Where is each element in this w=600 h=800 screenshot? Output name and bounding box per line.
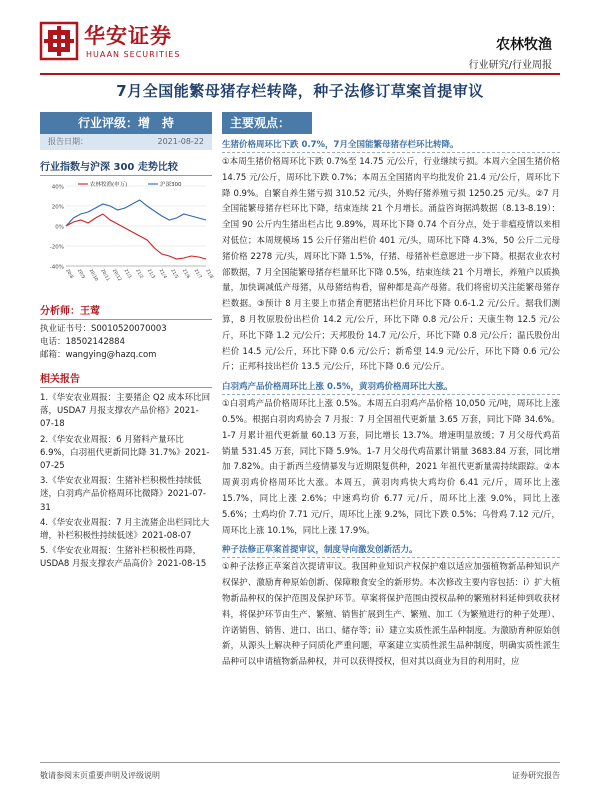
logo-text-en: HUAAN SECURITIES [86,50,181,59]
related-reports-heading: 相关报告 [40,370,212,388]
header-divider [40,73,560,75]
chart-title: 行业指数与沪深 300 走势比较 [40,158,212,176]
chart-y-tick-label: -40% [49,264,64,271]
index-comparison-chart [40,180,212,290]
report-header [0,0,600,78]
chart-y-tick-label: 20% [51,204,64,211]
related-report-item[interactable]: 3.《华安农业周报：生猪补栏积极性持续低迷，白羽鸡产品价格周环比微降》2021-07-31 [40,476,207,513]
chart-y-tick-label: 40% [51,184,64,191]
related-report-item[interactable]: 2.《华安农业周报：6 月猪料产量环比 6.9%，白羽祖代更新同比降 31.7%》2021-07-25 [40,434,210,472]
analyst-phone: 电话：18502142884 [40,337,125,347]
report-date-row [40,134,212,150]
analyst-cert: 执业证书号：S0010520070003 [40,324,167,334]
chart-x-tick-label: 21/4 [157,268,167,280]
main-content [222,112,560,671]
chart-x-tick-label: 20/12 [110,268,122,283]
chart-x-tick-label: 20/11 [99,268,111,283]
chart-x-tick-label: 21/2 [134,268,144,280]
chart-x-tick-label: 21/1 [122,268,132,280]
chart-series-line [66,214,206,259]
chart-x-tick-label: 20/8 [64,268,74,280]
related-report-item[interactable]: 1.《华安农业周报：主要猪企 Q2 成本环比回落，USDA7 月报支撑农产品价格》2021-07-18 [40,393,211,430]
footer-disclaimer[interactable]: 敬请参阅末页重要声明及评级说明 [40,771,160,780]
paragraph-seed-law: ①种子法修正草案首次提请审议。我国种业知识产权保护难以适应加强植物新品种知识产权保护、激励育种原始创新、保障粮食安全的新形势。本次修改主要内容包括：i）扩大植物新品种权的保护范围及保护环节。草案将保护范围由授权品种的繁殖材料延伸到收获材料，将保护环节由生产、繁殖、销售扩展到生产、繁殖、加工（为繁殖进行的种子处理）、许诺销售、销售、进口、出口、储存等；ii）建立实质性派生品种制度。为激励育种原始创新，从源头上解决种子同质化严重问题，草案建立实质性派生品种制度，明确实质性派生品种可以申请植物新品种权，并可以获得授权，但对其以商业为目的利用时，应 [222,562,560,668]
industry-rating: 行业评级：增 持 [40,112,212,134]
section-subtitle-seed-law: 种子法修正草案首提审议，制度导向激发创新活力。 [222,544,560,558]
chart-x-tick-label: 20/9 [75,268,86,280]
analyst-email: 邮箱：wangying@hazq.com [40,350,157,360]
chart-legend-label: 农林牧渔(申万) [90,182,128,188]
footer-label: 证券研究报告 [512,771,560,780]
paragraph-hog: ①本周生猪价格周环比下跌 0.7%至 14.75 元/公斤，行业继续亏损。本周六全国生猪价格 14.75 元/公斤，周环比下跌 0.7%；本周五全国猪肉平均批发价 21.4 元/公斤，周环比下降 0.9%。自繁自养生猪亏损 310.52 元/头，外购仔猪养殖亏损 1250.25 元/头。②7 月全国能繁母猪存栏环比下降，结束连续 21 个月增长。涌益咨询据鸿数据（8.13-8.19）：全国 90 公斤内生猪出栏占比 9.89%，周环比下降 0.74 个百分点，处于非瘟疫情以来相对低位；本周规模场 15 公斤仔猪出栏价 401 元/头，周环比下降 4.3%，50 公斤二元母猪价格 2278 元/头，周环比下降 1.5%，仔猪、母猪补栏意愿进一步下降。根据农业农村部数据，7 月全国能繁母猪存栏量环比下降 0.5%，结束连续 21 个月增长，养殖户以质换量，加快调减低产母猪，从母猪结构看，留种都是高产母猪。我们将密切关注能繁母猪存栏数据。③预计 8 月主要上市猪企育肥猪出栏价月环比下降 0.6-1.2 元/公斤。据我们测算，8 月牧原股份出栏价 14.2 元/公斤，环比下降 0.8 元/公斤；天康生物 12.5 元/公斤，环比下降 1.2 元/公斤；天邦股份 14.7 元/公斤，环比下降 0.8 元/公斤；温氏股份出栏价 14.5 元/公斤，环比下降 0.6 元/公斤；新希望 14.9 元/公斤，环比下降 0.6 元/公斤；正邦科技出栏价 13.5 元/公斤，环比下降 0.6 元/公斤。 [222,157,560,373]
chart-x-tick-label: 21/8 [204,268,214,280]
section-subtitle-poultry: 白羽鸡产品价格周环比上涨 0.5%，黄羽鸡价格周环比大涨。 [222,381,560,395]
report-date: 2021-08-22 [157,137,204,146]
chart-x-tick-label: 21/3 [145,268,156,280]
chart-y-tick-label: 0% [55,224,64,231]
report-date-label: 报告日期： [48,137,88,146]
related-report-item[interactable]: 4.《华安农业周报：7 月主流猪企出栏同比大增，补栏积极性持续低迷》2021-08-07 [40,517,210,542]
analyst-name: 分析师：王莺 [40,302,212,320]
left-sidebar [40,112,212,574]
logo-text-cn: 华安证券 [84,23,172,48]
report-type: 行业研究/行业周报 [468,60,552,71]
huaan-logo-icon [40,22,78,60]
chart-x-tick-label: 20/10 [87,268,99,283]
chart-y-tick-label: -20% [49,244,64,251]
related-reports-list [40,392,212,572]
chart-x-tick-label: 21/5 [169,268,179,280]
chart-x-tick-label: 21/7 [192,268,202,280]
related-report-item[interactable]: 5.《华安农业周报：生猪补栏积极性再降，USDA8 月报支撑农产品高价》2021-08-15 [40,546,207,570]
chart-legend-label: 沪深300 [160,182,182,188]
paragraph-poultry: ①白羽鸡产品价格周环比上涨 0.5%。本周五白羽鸡产品价格 10,050 元/吨，周环比上涨 0.5%。根据白羽肉鸡协会 7 月报：7 月全国祖代更新量 3.65 万套，同比下降 34.6%。1-7 月累计祖代更新量 60.13 万套，同比增长 13.7%。增速明显放缓；7 月父母代鸡苗销量 531.45 万套，同比下降 5.9%。1-7 月父母代鸡苗累计销量 3683.84 万套，同比增加 7.82%。由于新西兰疫情暴发与近期限复供种，2021 年祖代更新量需持续跟踪。②本周黄羽鸡价格周环比大涨。本周五，黄羽肉鸡快大鸡均价 6.41 元/斤，周环比上涨 15.7%，同比上涨 2.6%；中速鸡均价 6.77 元/斤，周环比上涨 9.0%，同比上涨 5.6%；土鸡均价 7.71 元/斤，周环比上涨 9.2%，同比下跌 0.5%；乌骨鸡 7.12 元/斤，周环比上涨 10.1%，同比上涨 17.9%。 [222,399,560,536]
chart-x-tick-label: 21/6 [180,268,191,280]
company-logo [40,20,202,66]
industry-name: 农林牧渔 [496,37,552,53]
footer-divider [40,762,560,763]
key-points-heading: 主要观点： [222,112,312,134]
report-title: 7月全国能繁母猪存栏转降，种子法修订草案首提审议 [116,82,484,100]
section-subtitle-hog: 生猪价格周环比下跌 0.7%，7月全国能繁母猪存栏环比转降。 [222,139,560,153]
analyst-info [40,323,212,362]
